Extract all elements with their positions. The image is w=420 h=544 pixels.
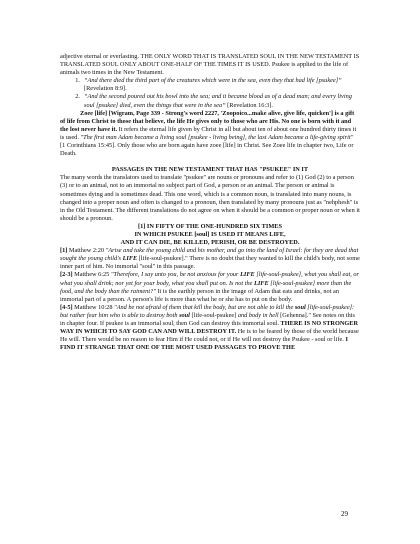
entry-matthew-6-25: [2-3] Matthew 6:25 "Therefore, I say unto you, be not anxious for your LIFE [life-soul-psukee], what you shall eat, or what you shall drink; nor yet for your body, what you shall put on. Is not the LIFE [life-soul-psukee] more than the food, and the body than the raiment?" It is the earthly person in the image of Adam that eats and drinks, not an immortal part of a person. A person's life is more than what he or she has to put on the body. xyxy=(60,271,360,303)
section-intro: The many words the translators used to translate "psukee" are nouns or pronouns and refer to (1) God (2) to a person (3) or to an animal, not to an immortal no subject part of God, a person or an animal. The person or animal is sometimes dying and is sometimes dead. This one word, which is a common noun, is translated into many nouns, is changed into a proper noun and often is changed to a pronoun, then translated by many pronouns just as "nehphesh" is in the Old Testament. The different translations do not agree on when it should be a common or proper noun or when it should be a pronoun. xyxy=(60,174,360,222)
intro-paragraph: adjective eternal or everlasting. THE ONLY WORD THAT IS TRANSLATED SOUL IN THE NEW TESTAMENT IS TRANSLATED SOUL ONLY ABOUT ONE-HALF OF THE TIMES IT IS USED. Psukee is applied to the life of animals two times in the New Testament. xyxy=(60,53,360,77)
list-number: 2. xyxy=(75,93,80,101)
subheading-line-1: [1] IN FIFTY OF THE ONE-HUNDRED SIX TIMES xyxy=(138,222,282,230)
entry-matthew-10-28: [4-5] Matthew 10:28 "And be not afraid of them that kill the body, but are not able to kill the soul [life-soul-psukee]: but rather fear him who is able to destroy both soul [life-soul-psukee] and body in hell [Gehenna]." See notes on this in chapter four. If psukee is an immortal soul, then God can destroy this immortal soul. THERE IS NO STRONGER WAY IN WHICH TO SAY GOD CAN AND WILL DESTROY IT. He is to be feared by those of the world because He will. There would be no reason to fear Him if He could not, or if He will not destroy the Psukee - soul or life. I FIND IT STRANGE THAT ONE OF THE MOST USED PASSAGES TO PROVE THE xyxy=(60,303,359,352)
corinthians-quote: "The first man Adam became a living soul [psukee - living being], the last Adam became a life-giving spirit" xyxy=(80,133,354,141)
list-text: “And the second poured out his bowl into the sea; and it became blood as of a dead man; and every living soul [psukee] died, even the things that were in the sea” [Revelation 16:3]. xyxy=(84,93,352,109)
list-item xyxy=(60,93,360,109)
subheading-line-3: AND IT CAN DIE, BE KILLED, PERISH, OR BE DESTROYED. xyxy=(120,239,300,247)
list-number: 1. xyxy=(75,77,80,85)
section-heading: PASSAGES IN THE NEW TESTAMENT THAT HAS "PSUKEE" IN IT xyxy=(111,166,309,174)
revelation-quote-list xyxy=(60,77,360,109)
page-number: 29 xyxy=(341,510,348,518)
list-text: “And there died the third part of the creatures which were in the sea, even they that had life [psukee]” [Revelation 8:9]. xyxy=(84,77,342,93)
zoee-paragraph: Zoee [life] [Wigram, Page 339 - Strong's word 2227, 'Zoopoico...make alive, give life, quicken'] is a gift of life from Christ to those that believe, the life He gives only to those who are His. No one is born with it and the lost never have it. It refers the eternal life given by Christ in all but about ten of about one hundred thirty times it is used. "The first man Adam became a living soul [psukee - living being], the last Adam became a life-giving spirit" [1 Corinthians 15:45]. Only those who are born again have zoee [life] in Christ. See Zoee life in chapter two, Life or Death. xyxy=(60,109,357,158)
zoee-lead: Zoee [life] [Wigram, Page 339 - Strong's word 2227, 'Zoopoico...make alive, give life, quicken'] is a gift of life from Christ to those that believe, the life He gives only to those who are His. No one is born with it and the lost never have it. xyxy=(60,109,355,133)
page-body xyxy=(60,53,360,352)
entry-matthew-2-20: [1] Matthew 2:20 "Arise and take the young child and his mother, and go into the land of Israel: for they are dead that sought the young child's LIFE [life-soul-psukee]." There is no doubt that they wanted to kill the child's body, not some inner part of him. No immortal "soul" in this passage. xyxy=(60,247,360,271)
subheading-line-2: IN WHICH PSUKEE [soul] IS USED IT MEANS LIFE, xyxy=(134,230,286,238)
list-item xyxy=(60,77,360,93)
